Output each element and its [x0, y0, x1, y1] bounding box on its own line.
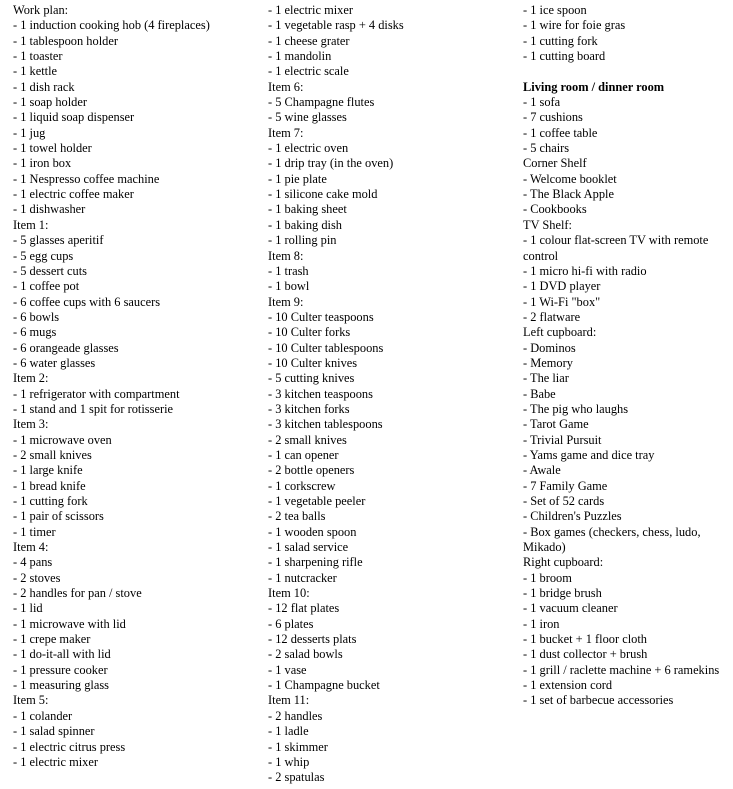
list-item: - 1 cheese grater: [268, 33, 350, 48]
inventory-column-1: [13, 3, 253, 770]
list-item: - 1 bridge brush: [523, 586, 602, 601]
section-heading: Left cupboard:: [523, 325, 597, 340]
list-item: - 1 mandolin: [268, 49, 332, 64]
list-item: - 1 rolling pin: [268, 233, 337, 248]
list-item: - Box games (checkers, chess, ludo, Mikado): [523, 524, 701, 555]
list-item: - The Black Apple: [523, 187, 614, 202]
list-item: - 10 Culter teaspoons: [268, 309, 374, 324]
list-item: - 6 coffee cups with 6 saucers: [13, 294, 161, 309]
list-item: - 1 tablespoon holder: [13, 33, 118, 48]
list-item: - 2 stoves: [13, 570, 61, 585]
list-item: - Babe: [523, 386, 556, 401]
list-item: - 5 Champagne flutes: [268, 95, 375, 110]
section-heading: Item 6:: [268, 79, 304, 94]
list-item: - 10 Culter forks: [268, 325, 351, 340]
list-item: - 1 pressure cooker: [13, 662, 108, 677]
list-item: - 1 microwave oven: [13, 432, 112, 447]
list-item: - 1 baking dish: [268, 217, 342, 232]
list-item: - Tarot Game: [523, 417, 589, 432]
list-item: - 1 electric coffee maker: [13, 187, 134, 202]
list-item: - 1 soap holder: [13, 95, 87, 110]
list-item: - 1 electric citrus press: [13, 739, 126, 754]
list-item: - 1 vase: [268, 662, 307, 677]
list-item: - 1 bucket + 1 floor cloth: [523, 632, 647, 647]
list-item: - 1 kettle: [13, 64, 58, 79]
list-item: - 1 refrigerator with compartment: [13, 386, 180, 401]
list-item: - 1 extension cord: [523, 678, 613, 693]
list-item: - 6 mugs: [13, 325, 57, 340]
list-item: - 2 handles for pan / stove: [13, 586, 142, 601]
list-item: - 1 vegetable rasp + 4 disks: [268, 18, 404, 33]
list-item: - 3 kitchen teaspoons: [268, 386, 373, 401]
list-item: - 1 colour flat-screen TV with remote control: [523, 233, 709, 263]
list-item: - 1 electric oven: [268, 141, 349, 156]
list-item: - 1 dishwasher: [13, 202, 86, 217]
list-item: - 1 cutting fork: [523, 33, 598, 48]
section-heading: Item 5:: [13, 693, 49, 708]
blank-line: [523, 64, 728, 79]
list-item: - Trivial Pursuit: [523, 432, 602, 447]
list-item: - 6 bowls: [13, 309, 60, 324]
list-item: - 1 towel holder: [13, 141, 92, 156]
list-item: - The liar: [523, 371, 569, 386]
list-item: - 2 handles: [268, 708, 323, 723]
list-item: - 1 drip tray (in the oven): [268, 156, 394, 171]
list-item: - 1 microwave with lid: [13, 616, 126, 631]
list-item: - 3 kitchen tablespoons: [268, 417, 383, 432]
list-item: - 1 corkscrew: [268, 478, 336, 493]
list-item: - 1 iron box: [13, 156, 72, 171]
list-item: - Set of 52 cards: [523, 494, 605, 508]
list-item: - 6 plates: [268, 616, 314, 631]
section-heading: TV Shelf:: [523, 217, 572, 232]
section-heading: Item 10:: [268, 586, 310, 601]
list-item: - 1 stand and 1 spit for rotisserie: [13, 401, 174, 416]
list-item: - 1 whip: [268, 754, 310, 769]
list-item: - 1 large knife: [13, 463, 83, 478]
list-item: - 2 small knives: [13, 447, 92, 462]
list-item: - 1 lid: [13, 601, 43, 616]
list-item: - 6 orangeade glasses: [13, 340, 119, 355]
list-item: - 2 salad bowls: [268, 647, 343, 662]
section-heading: Work plan:: [13, 3, 69, 17]
list-item: - 1 pie plate: [268, 171, 327, 186]
list-item: - 10 Culter tablespoons: [268, 340, 384, 355]
list-item: - Dominos: [523, 340, 576, 355]
list-item: - 5 glasses aperitif: [13, 233, 104, 248]
list-item: - 1 broom: [523, 570, 572, 585]
list-item: - 1 crepe maker: [13, 632, 91, 647]
inventory-column-3: [523, 3, 728, 709]
list-item: - 1 ice spoon: [523, 3, 587, 17]
list-item: - 5 egg cups: [13, 248, 74, 263]
list-item: - 1 silicone cake mold: [268, 187, 378, 202]
list-item: - 12 flat plates: [268, 601, 340, 616]
list-item: - 1 toaster: [13, 49, 63, 64]
list-item: - Children's Puzzles: [523, 509, 622, 524]
section-heading: Living room / dinner room: [523, 79, 665, 94]
section-heading: Item 3:: [13, 417, 49, 432]
list-item: - 1 wire for foie gras: [523, 18, 626, 33]
list-item: - 2 bottle openers: [268, 463, 355, 478]
inventory-column-2: [268, 3, 508, 786]
list-item: - 1 cutting board: [523, 49, 606, 64]
list-item: - 1 baking sheet: [268, 202, 347, 217]
list-item: - 1 set of barbecue accessories: [523, 693, 674, 708]
list-item: - 1 DVD player: [523, 279, 601, 294]
list-item: - 1 vegetable peeler: [268, 494, 366, 508]
list-item: - 1 salad service: [268, 540, 349, 555]
list-item: - 1 pair of scissors: [13, 509, 104, 524]
list-item: - Cookbooks: [523, 202, 587, 217]
section-heading: Item 4:: [13, 540, 49, 555]
list-item: - 1 micro hi-fi with radio: [523, 263, 647, 278]
list-item: - 1 electric mixer: [268, 3, 353, 17]
list-item: - 1 dust collector + brush: [523, 647, 648, 662]
list-item: - 1 iron: [523, 616, 560, 631]
list-item: - 1 Champagne bucket: [268, 678, 380, 693]
list-item: - 5 wine glasses: [268, 110, 347, 125]
section-heading: Corner Shelf: [523, 156, 587, 171]
list-item: - 1 induction cooking hob (4 fireplaces): [13, 18, 210, 33]
list-item: - 1 colander: [13, 708, 73, 723]
list-item: - 1 Wi-Fi "box": [523, 294, 601, 309]
list-item: - 1 vacuum cleaner: [523, 601, 618, 616]
section-heading: Right cupboard:: [523, 555, 604, 570]
section-heading: Item 1:: [13, 217, 49, 232]
list-item: - 2 tea balls: [268, 509, 326, 524]
list-item: - 2 flatware: [523, 309, 581, 324]
list-item: - Awale: [523, 463, 561, 478]
list-item: - 5 dessert cuts: [13, 263, 87, 278]
list-item: - The pig who laughs: [523, 401, 629, 416]
section-heading: Item 7:: [268, 125, 304, 140]
list-item: - 1 sofa: [523, 95, 561, 110]
list-item: - 7 cushions: [523, 110, 583, 125]
list-item: - 1 measuring glass: [13, 678, 110, 693]
list-item: - 1 bowl: [268, 279, 310, 294]
list-item: - 2 small knives: [268, 432, 347, 447]
list-item: - 1 nutcracker: [268, 570, 337, 585]
list-item: - 1 coffee pot: [13, 279, 80, 294]
list-item: - 1 timer: [13, 524, 56, 539]
list-item: - 4 pans: [13, 555, 53, 570]
list-item: - 1 salad spinner: [13, 724, 95, 739]
list-item: - 1 grill / raclette machine + 6 ramekins: [523, 662, 720, 677]
list-item: - 10 Culter knives: [268, 355, 358, 370]
list-item: - Memory: [523, 355, 573, 370]
list-item: - 1 coffee table: [523, 125, 598, 140]
list-item: - 1 dish rack: [13, 79, 75, 94]
list-item: - 1 electric mixer: [13, 754, 98, 769]
section-heading: Item 11:: [268, 693, 310, 708]
list-item: - 1 skimmer: [268, 739, 328, 754]
list-item: - 1 jug: [13, 125, 46, 140]
list-item: - 5 cutting knives: [268, 371, 355, 386]
list-item: - 12 desserts plats: [268, 632, 357, 647]
list-item: - 5 chairs: [523, 141, 570, 156]
list-item: - Yams game and dice tray: [523, 447, 655, 462]
list-item: - Welcome booklet: [523, 171, 617, 186]
section-heading: Item 9:: [268, 294, 304, 309]
list-item: - 1 bread knife: [13, 478, 86, 493]
list-item: - 1 Nespresso coffee machine: [13, 171, 160, 186]
list-item: - 1 liquid soap dispenser: [13, 110, 135, 125]
list-item: - 6 water glasses: [13, 355, 96, 370]
list-item: - 1 do-it-all with lid: [13, 647, 111, 662]
list-item: - 2 spatulas: [268, 770, 325, 785]
section-heading: Item 8:: [268, 248, 304, 263]
list-item: - 1 electric scale: [268, 64, 349, 79]
list-item: - 1 wooden spoon: [268, 524, 357, 539]
list-item: - 1 cutting fork: [13, 494, 88, 508]
list-item: - 3 kitchen forks: [268, 401, 350, 416]
list-item: - 1 trash: [268, 263, 309, 278]
list-item: - 1 ladle: [268, 724, 309, 739]
list-item: - 7 Family Game: [523, 478, 608, 493]
section-heading: Item 2:: [13, 371, 49, 386]
list-item: - 1 sharpening rifle: [268, 555, 363, 570]
list-item: - 1 can opener: [268, 447, 339, 462]
